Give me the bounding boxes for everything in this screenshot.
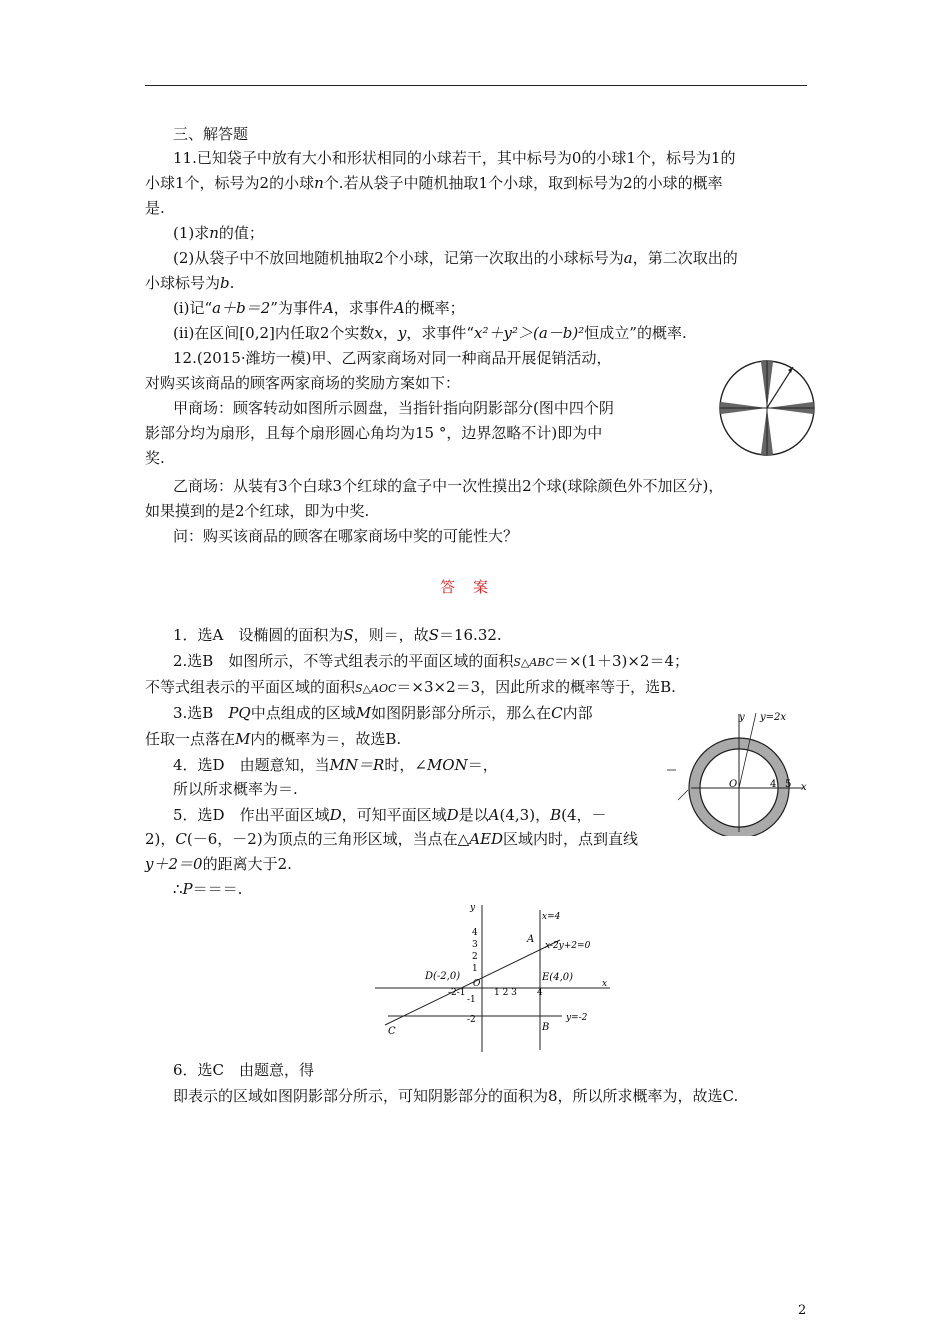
annulus-tick-4: 4 xyxy=(770,779,777,790)
annulus-x-label: x xyxy=(801,782,807,793)
annulus-line-label: y=2x xyxy=(760,712,787,723)
p11-q2: (2)从袋子中不放回地随机抽取2个小球，记第一次取出的小球标号为a，第二次取出的 xyxy=(173,249,738,267)
p12-line5: 奖. xyxy=(145,449,165,467)
graph-eq-x4: x=4 xyxy=(542,912,561,922)
graph-origin: O xyxy=(473,979,481,989)
graph-ytick-4: 4 xyxy=(472,928,478,938)
answer-3: 3.选B PQ中点组成的区域M如图阴影部分所示，那么在C内部 xyxy=(173,704,593,722)
annulus-tick-5: 5 xyxy=(785,779,792,790)
annulus-figure xyxy=(663,706,813,836)
graph-ytick-2: 2 xyxy=(472,952,478,962)
graph-xtick-m2m1: -2-1 xyxy=(448,988,466,998)
graph-ytick-m2: -2 xyxy=(467,1015,476,1025)
p12-line2: 对购买该商品的顾客两家商场的奖励方案如下： xyxy=(145,374,461,392)
answer-1: 1．选A 设椭圆的面积为S，则＝，故S＝16.32. xyxy=(173,626,502,644)
graph-point-B: B xyxy=(542,1022,550,1033)
section-heading: 三、解答题 xyxy=(173,125,249,143)
p11-qii: (ⅱ)在区间[0,2]内任取2个实数x，y，求事件“x²＋y²＞(a－b)²恒成立”的概率. xyxy=(173,324,687,342)
answer-5-cont2: y＋2＝0的距离大于2. xyxy=(145,855,292,873)
p11-qi: (ⅰ)记“a＋b＝2”为事件A，求事件A的概率； xyxy=(173,299,465,317)
graph-point-A: A xyxy=(527,934,535,945)
p11-line3: 是. xyxy=(145,199,165,217)
annulus-y-label: y xyxy=(739,712,745,723)
graph-ytick-1: 1 xyxy=(472,964,478,974)
answer-5-cont: 2)，C(－6，－2)为顶点的三角形区域，当点在△AED区域内时，点到直线 xyxy=(145,830,639,848)
answer-4-cont: 所以所求概率为＝. xyxy=(173,780,298,798)
p12-line1: 12.(2015·潍坊一模)甲、乙两家商场对同一种商品开展促销活动， xyxy=(173,349,612,367)
graph-eq-ym2: y=-2 xyxy=(566,1013,588,1023)
p12-line3: 甲商场：顾客转动如图所示圆盘，当指针指向阴影部分(图中四个阴 xyxy=(173,399,614,417)
answer-6: 6．选C 由题意，得 xyxy=(173,1061,315,1079)
graph-x-label: x xyxy=(602,979,608,989)
header-rule xyxy=(145,85,807,86)
answer-4: 4．选D 由题意知，当MN＝R时，∠MON＝， xyxy=(173,756,498,774)
answer-6-cont: 即表示的区域如图阴影部分所示，可知阴影部分的面积为8，所以所求概率为，故选C. xyxy=(173,1087,739,1105)
graph-xtick-4: 4 xyxy=(537,988,543,998)
p11-q2-cont: 小球标号为b. xyxy=(145,274,235,292)
answer-5: 5．选D 作出平面区域D，可知平面区域D是以A(4,3)，B(4，－ xyxy=(173,806,607,824)
p11-line1: 11.已知袋子中放有大小和形状相同的小球若干，其中标号为0的小球1个，标号为1的 xyxy=(173,149,736,167)
p12-line7: 如果摸到的是2个红球，即为中奖. xyxy=(145,502,370,520)
graph-eq-line: x-2y+2=0 xyxy=(545,941,591,951)
region-graph-figure xyxy=(370,900,620,1055)
graph-point-D: D(-2,0) xyxy=(425,971,461,982)
p12-line8: 问：购买该商品的顾客在哪家商场中奖的可能性大？ xyxy=(173,527,519,545)
answers-title: 答案 xyxy=(440,578,507,596)
page-number: 2 xyxy=(798,1303,807,1318)
annulus-origin-label: O xyxy=(729,779,738,790)
answer-2-cont: 不等式组表示的平面区域的面积S△AOC＝×3×2＝3，因此所求的概率等于，选B. xyxy=(145,678,676,696)
graph-point-C: C xyxy=(388,1026,396,1037)
answer-3-cont: 任取一点落在M内的概率为＝，故选B. xyxy=(145,730,402,748)
answer-5-result: ∴P＝＝＝. xyxy=(173,880,243,898)
spinner-disk-figure xyxy=(717,358,817,458)
graph-point-E: E(4,0) xyxy=(542,972,574,983)
p11-line2: 小球1个，标号为2的小球n个.若从袋子中随机抽取1个小球，取到标号为2的小球的概率 xyxy=(145,174,723,192)
graph-ytick-m1: -1 xyxy=(467,995,476,1005)
graph-y-label: y xyxy=(470,903,476,913)
p12-line4: 影部分均为扇形，且每个扇形圆心角均为15 °，边界忽略不计)即为中 xyxy=(145,424,603,442)
p12-line6: 乙商场：从装有3个白球3个红球的盒子中一次性摸出2个球(球除颜色外不加区分)， xyxy=(173,477,724,495)
p11-q1: (1)求n的值； xyxy=(173,224,264,242)
answer-2: 2.选B 如图所示，不等式组表示的平面区域的面积S△ABC＝×(1＋3)×2＝4； xyxy=(173,652,690,670)
graph-ytick-3: 3 xyxy=(472,940,478,950)
graph-xtick-123: 1 2 3 xyxy=(494,988,517,998)
